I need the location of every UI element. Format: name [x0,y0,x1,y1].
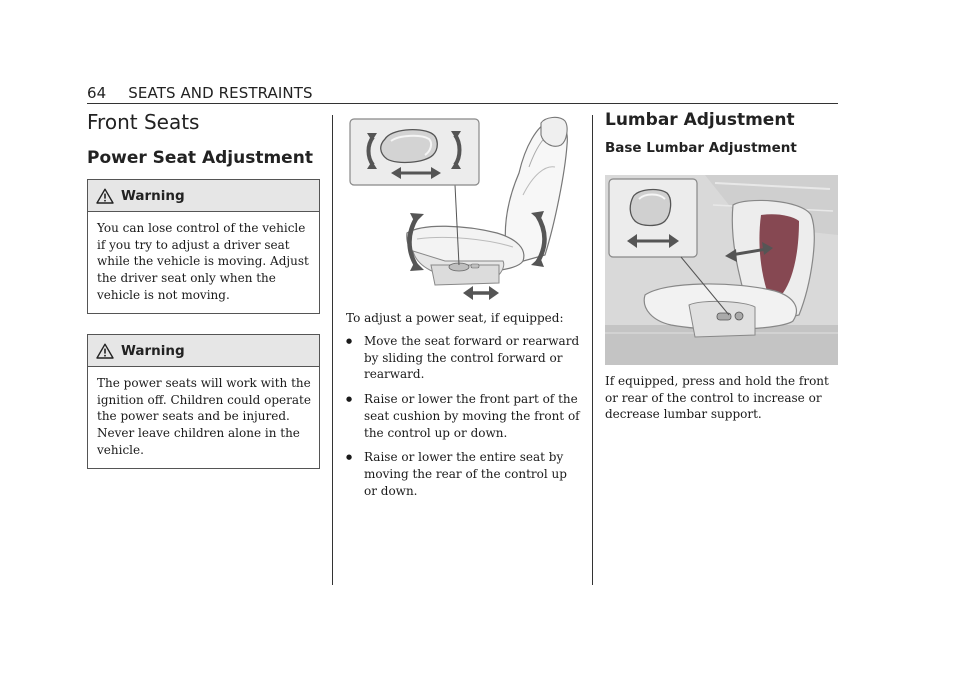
warning-header-1 [88,180,319,212]
warning-triangle-icon [96,188,114,204]
lumbar-description: If equipped, press and hold the front or rear of the control to increase or decrease lumbar support. [605,374,829,422]
header-rule [87,103,838,104]
warning-text-2: The power seats will work with the ignition off. Children could operate the power seats and be injured. Never leave children alone in the vehicle. [97,376,311,457]
running-header [87,84,313,102]
section-title: SEATS AND RESTRAINTS [128,84,313,102]
warning-title-1: Warning [121,187,185,204]
warning-box-1 [87,179,320,314]
list-item: ● Raise or lower the front part of the seat cushion by moving the front of the control up or down. [346,391,582,441]
power-seat-illustration [347,115,587,303]
heading-base-lumbar-adjustment: Base Lumbar Adjustment [605,140,797,156]
column-divider-left [332,115,333,585]
warning-box-2 [87,334,320,469]
power-seat-instructions [346,325,582,499]
page-number: 64 [87,84,107,102]
list-item: ● Raise or lower the entire seat by moving the rear of the control up or down. [346,449,582,499]
warning-header-2 [88,335,319,367]
heading-lumbar-adjustment: Lumbar Adjustment [605,110,795,130]
column-divider-right [592,115,593,585]
warning-triangle-icon [96,343,114,359]
heading-power-seat-adjustment: Power Seat Adjustment [87,148,313,168]
warning-title-2: Warning [121,342,185,359]
heading-front-seats: Front Seats [87,110,200,134]
lumbar-illustration [605,175,838,365]
list-item: ● Move the seat forward or rearward by sliding the control forward or rearward. [346,333,582,383]
warning-text-1: You can lose control of the vehicle if you try to adjust a driver seat while the vehicle is moving. Adjust the driver seat only when the vehicle is not moving. [97,221,309,302]
power-seat-intro: To adjust a power seat, if equipped: [346,311,564,325]
